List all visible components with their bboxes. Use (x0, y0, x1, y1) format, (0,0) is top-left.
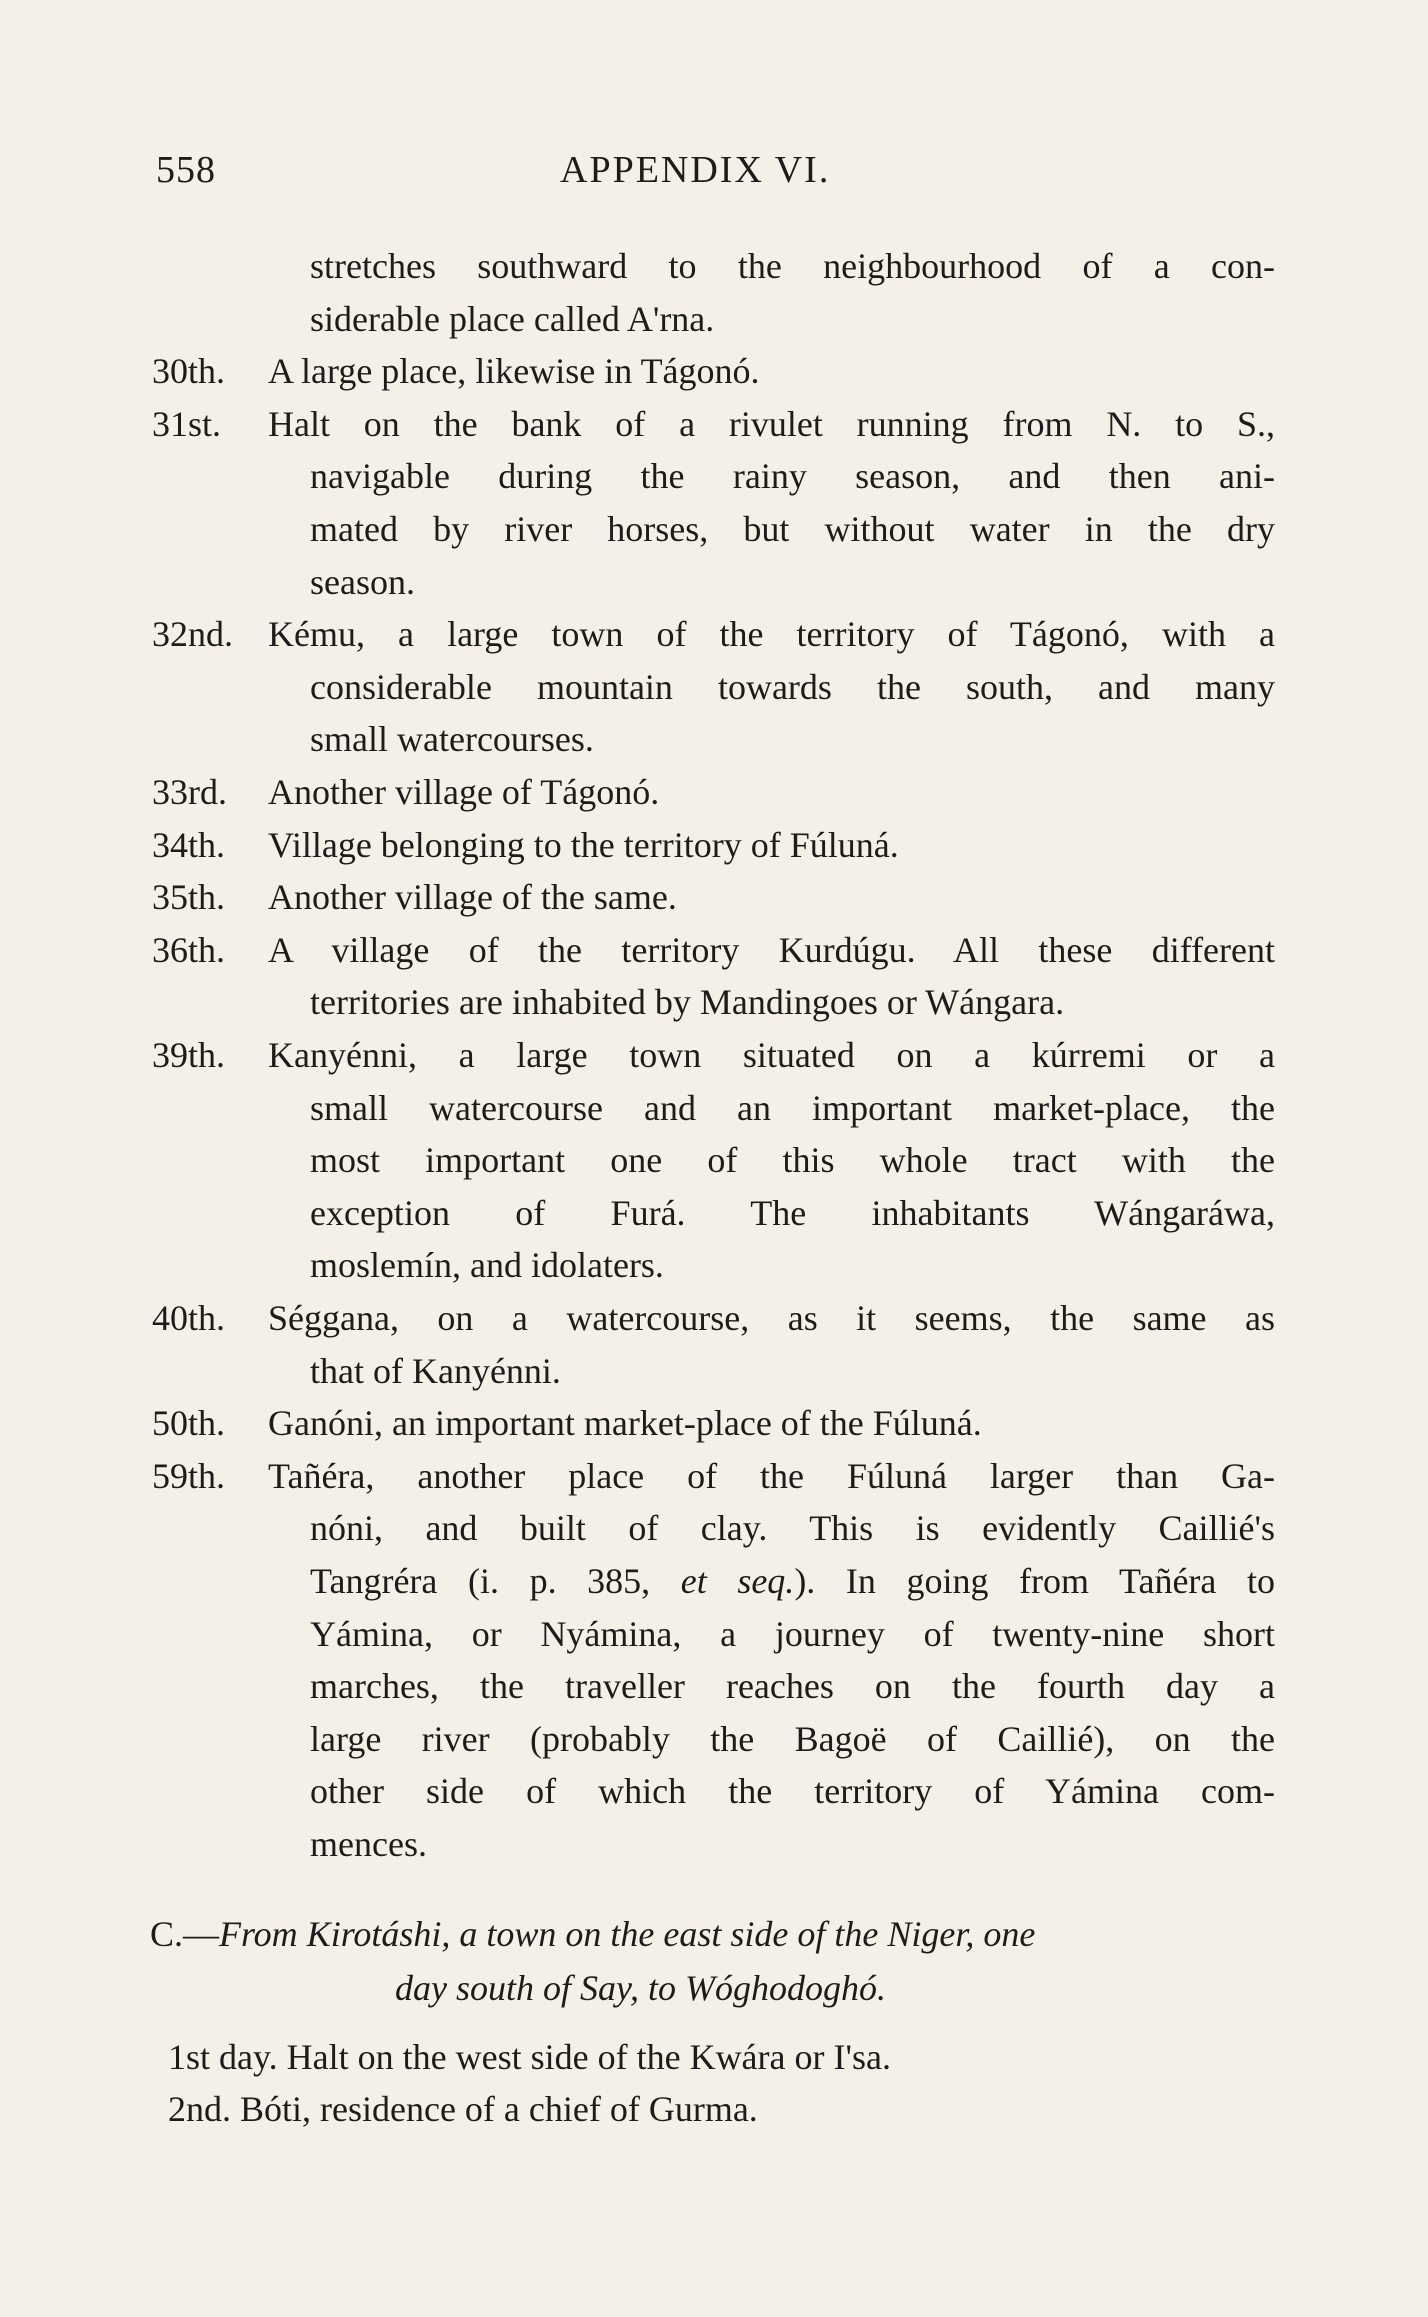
entry-text-line: navigable during the rainy season, and then ani- (310, 456, 1275, 497)
entry-day-label: 39th. (152, 1035, 226, 1075)
entry-text-line: marches, the traveller reaches on the fourth day a (310, 1666, 1275, 1707)
entry-text-line: Another village of Tágonó. (268, 772, 660, 812)
entry-text-line: A large place, likewise in Tágonó. (268, 351, 760, 392)
entry-text-line: mences. (310, 1824, 427, 1864)
entry-text-line: nóni, and built of clay. This is evidently Caillié's (310, 1508, 1275, 1549)
entry-day-label: 31st. (152, 403, 222, 444)
section-c-title-line-2: day south of Say, to Wóghodoghó. (395, 1967, 886, 2008)
entry-text-line: moslemín, and idolaters. (310, 1245, 664, 1286)
entry-day-label: 33rd. (152, 772, 227, 812)
section-entry-line (168, 2083, 758, 2135)
entry-day-label: 30th. (152, 351, 226, 392)
entry-day-label: 34th. (152, 824, 226, 865)
entry-text-line: considerable mountain towards the south, and many (310, 666, 1275, 707)
entry-day-label: 35th. (152, 877, 226, 918)
italic-et-seq: et seq. (680, 1561, 795, 1601)
entry-text-line: most important one of this whole tract with the (310, 1140, 1275, 1181)
entry-day-label: 36th. (152, 929, 226, 970)
entry-text-line: other side of which the territory of Yámina com- (310, 1771, 1275, 1812)
entry-text-line: Kanyénni, a large town situated on a kúrremi or a (268, 1035, 1275, 1075)
entry-text-line: Tangréra (i. p. 385, et seq.). In going from Tañéra to (310, 1561, 1275, 1601)
section-c-title-line-1: C.—From Kirotáshi, a town on the east side of the Niger, one (150, 1913, 1036, 1954)
entry-text-line: small watercourse and an important market-place, the (310, 1087, 1275, 1128)
entry-text-line: Yámina, or Nyámina, a journey of twenty-nine short (310, 1613, 1275, 1654)
entry-text-line: Halt on the bank of a rivulet running from N. to S., (268, 403, 1275, 444)
entry-text-line: Tañéra, another place of the Fúluná larger than Ga- (268, 1455, 1275, 1496)
entry-text-line: season. (310, 561, 415, 602)
entry-day-label: 59th. (152, 1455, 226, 1496)
entry-text-line: that of Kanyénni. (310, 1350, 561, 1391)
running-head: APPENDIX VI. (560, 149, 831, 191)
section-entry-text: Halt on the west side of the Kwára or I'sa. (286, 2036, 891, 2077)
entry-day-label: 50th. (152, 1403, 226, 1444)
entry-text-line: large river (probably the Bagoë of Caillié), on the (310, 1718, 1275, 1759)
page-header (150, 148, 1275, 198)
entry-day-label: 40th. (152, 1298, 226, 1338)
entry-text-line: mated by river horses, but without water in the dry (310, 509, 1275, 549)
entry-text-line: Kému, a large town of the territory of Tágonó, with a (268, 614, 1275, 655)
intro-line: siderable place called A'rna. (310, 298, 715, 339)
section-entry-day: 2nd. (168, 2089, 231, 2130)
entry-text-line: Séggana, on a watercourse, as it seems, the same as (268, 1298, 1275, 1338)
entry-text-line: Ganóni, an important market-place of the Fúluná. (268, 1403, 982, 1444)
section-c-title-italic: From Kirotáshi, a town on the east side of the Niger, one (219, 1913, 1036, 1954)
page-number: 558 (156, 149, 216, 191)
section-entry-text: Bóti, residence of a chief of Gurma. (240, 2089, 758, 2130)
entry-text-line: Village belonging to the territory of Fúluná. (268, 824, 899, 865)
entry-text-line: A village of the territory Kurdúgu. All these different (268, 929, 1275, 970)
section-entry-day: 1st day. (168, 2036, 278, 2077)
section-entry-line (168, 2031, 891, 2083)
entry-text-line: exception of Furá. The inhabitants Wángaráwa, (310, 1192, 1275, 1233)
entry-text-line: Another village of the same. (268, 877, 677, 918)
entry-text-line: small watercourses. (310, 719, 594, 760)
entry-day-label: 32nd. (152, 614, 233, 655)
entry-text-line: territories are inhabited by Mandingoes or Wángara. (310, 982, 1065, 1023)
intro-line: stretches southward to the neighbourhood of a con- (310, 246, 1275, 286)
